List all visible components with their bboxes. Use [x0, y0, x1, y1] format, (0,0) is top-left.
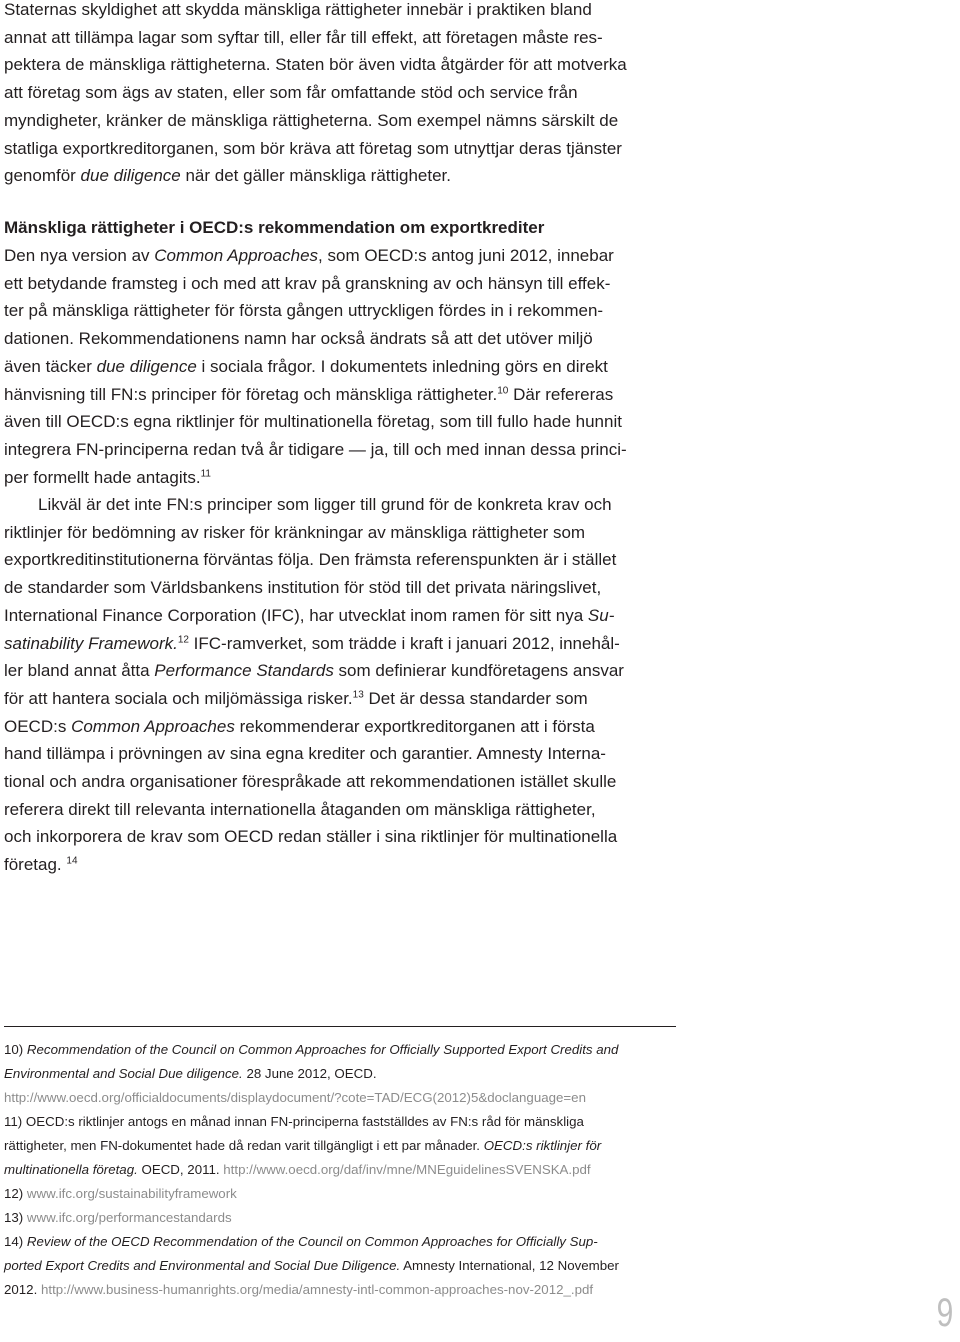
text-segment: genomför — [4, 166, 81, 186]
text-line — [4, 381, 627, 409]
italic-title: ported Export Credits and Environmental and Social Due Diligence. — [4, 1258, 401, 1273]
footnote-link[interactable]: http://www.business-humanrights.org/media/amnesty-intl-common-approaches-nov-2012_.pdf — [40, 1282, 594, 1297]
footnote-line — [4, 1278, 619, 1302]
text-line — [4, 242, 627, 270]
italic-title: Environmental and Social Due diligence. — [4, 1066, 243, 1081]
text-line: annat att tillämpa lagar som syftar till, eller får till effekt, att företagen måste res- — [4, 27, 603, 47]
text-line — [4, 851, 624, 879]
footnote-11: 11) OECD:s riktlinjer antogs en månad innan FN-principerna fastställdes av FN:s råd för mänskliga — [4, 1114, 584, 1129]
italic-title: Review of the OECD Recommendation of the Council on Common Approaches for Officially Sup- — [26, 1234, 598, 1249]
footnote-ref: 13 — [352, 689, 364, 701]
text-segment: , som OECD:s antog juni 2012, innebar — [318, 246, 614, 265]
text-line: även till OECD:s egna riktlinjer för multinationella företag, som till fullo hade hunnit — [4, 412, 622, 432]
text-line: att företag som ägs av staten, eller som får omfattande stöd och service från — [4, 83, 578, 103]
footnote-number: 12) — [4, 1186, 27, 1201]
text-line — [4, 657, 624, 685]
text-segment: 28 June 2012, OECD. — [242, 1066, 377, 1081]
text-segment: i sociala frågor. I dokumentets inledning görs en direkt — [196, 356, 608, 376]
footnote-ref: 11 — [200, 467, 211, 479]
footnote-line — [4, 1134, 619, 1158]
text-segment: rekommenderar exportkreditorganen att i första — [234, 716, 595, 736]
footnote-divider — [4, 1026, 676, 1027]
paragraph-3 — [4, 491, 624, 879]
text-segment: International Finance Corporation (IFC), har utvecklat inom ramen för sitt nya — [4, 605, 588, 625]
italic-title: OECD:s riktlinjer för — [483, 1138, 602, 1153]
footnote-ref: 12 — [177, 633, 189, 645]
text-line — [4, 713, 624, 741]
footnote-ref: 10 — [497, 384, 509, 396]
footnote-line — [4, 1158, 619, 1182]
italic-term: satinability Framework. — [4, 633, 178, 653]
footnote-number: 14) — [4, 1234, 27, 1249]
text-line — [4, 353, 627, 381]
footnote-number: 10) — [4, 1042, 27, 1057]
italic-term: Common Approaches — [71, 716, 235, 736]
footnote-link[interactable]: www.ifc.org/sustainabilityframework — [26, 1186, 237, 1201]
text-line: pektera de mänskliga rättigheterna. Staten bör även vidta åtgärder för att motverka — [4, 55, 627, 75]
text-segment: 2012. — [4, 1282, 41, 1297]
text-segment: Den nya version av — [4, 246, 155, 265]
text-segment: OECD, 2011. — [137, 1162, 224, 1177]
text-segment: hänvisning till FN:s principer för företag och mänskliga rättigheter. — [4, 384, 498, 404]
text-segment: även täcker — [4, 356, 97, 376]
text-segment: som definierar kundföretagens ansvar — [333, 661, 624, 681]
italic-term: due diligence — [96, 356, 197, 376]
paragraph-2 — [4, 242, 627, 491]
text-line — [4, 162, 627, 190]
text-line: myndigheter, kränker de mänskliga rättigheterna. Som exempel nämns särskilt de — [4, 110, 619, 130]
footnote-12 — [4, 1182, 619, 1206]
section-heading: Mänskliga rättigheter i OECD:s rekommendation om exportkrediter — [4, 218, 545, 237]
footnote-link[interactable]: http://www.oecd.org/officialdocuments/displaydocument/?cote=TAD/ECG(2012)5&doclanguage=en — [4, 1090, 586, 1105]
footnote-link[interactable]: http://www.oecd.org/daf/inv/mne/MNEguidelinesSVENSKA.pdf — [223, 1162, 591, 1177]
text-segment: rättigheter, men FN-dokumentet hade då redan varit tillgängligt i ett par månader. — [4, 1138, 484, 1153]
text-segment: OECD:s — [4, 716, 72, 736]
text-line — [4, 464, 627, 492]
footnote-14 — [4, 1230, 619, 1254]
footnote-13 — [4, 1206, 619, 1230]
text-line: integrera FN-principerna redan två år tidigare — ja, till och med innan dessa princi- — [4, 439, 627, 459]
text-line: dationen. Rekommendationens namn har också ändrats så att det utöver miljö — [4, 329, 593, 349]
footnote-line — [4, 1254, 619, 1278]
footnotes — [4, 1038, 619, 1302]
footnote-number: 13) — [4, 1210, 27, 1225]
text-line: statliga exportkreditorganen, som bör kräva att företag som utnyttjar deras tjänster — [4, 138, 622, 158]
footnote-ref: 14 — [66, 855, 78, 867]
text-segment: Det är dessa standarder som — [363, 688, 588, 708]
text-segment: Där refereras — [508, 384, 614, 404]
text-line — [4, 685, 624, 713]
text-line: exportkreditinstitutionerna förväntas följa. Den främsta referenspunkten är i stället — [4, 550, 617, 570]
page-number: 9 — [936, 1291, 953, 1335]
text-line: referera direkt till relevanta internationella åtaganden om mänskliga rättigheter, — [4, 799, 596, 819]
text-line: och inkorporera de krav som OECD redan ställer i sina riktlinjer för multinationella — [4, 827, 618, 847]
text-line — [4, 602, 624, 630]
text-line: Staternas skyldighet att skydda mänskliga rättigheter innebär i praktiken bland — [4, 0, 592, 19]
text-segment: när det gäller mänskliga rättigheter. — [180, 166, 452, 186]
italic-term: Common Approaches — [154, 246, 319, 265]
footnote-line — [4, 1062, 619, 1086]
italic-term: Performance Standards — [154, 661, 334, 681]
text-line: de standarder som Världsbankens institution för stöd till det privata näringslivet, — [4, 578, 602, 598]
italic-title: Recommendation of the Council on Common Approaches for Officially Supported Export Credits and — [26, 1042, 619, 1057]
text-line: Likväl är det inte FN:s principer som ligger till grund för de konkreta krav och — [38, 495, 612, 514]
text-segment: IFC-ramverket, som trädde i kraft i januari 2012, innehål- — [188, 633, 620, 653]
italic-title: multinationella företag. — [4, 1162, 138, 1177]
paragraph-1 — [4, 0, 627, 190]
text-line: ter på mänskliga rättigheter för första gången uttryckligen fördes in i rekommen- — [4, 301, 604, 321]
text-segment: ler bland annat åtta — [4, 661, 155, 681]
text-line: tional och andra organisationer förespråkade att rekommendationen istället skulle — [4, 772, 617, 792]
text-segment: per formellt hade antagits. — [4, 467, 201, 487]
text-line: riktlinjer för bedömning av risker för kränkningar av mänskliga rättigheter som — [4, 522, 586, 542]
italic-term: Su- — [587, 605, 615, 625]
text-line: hand tillämpa i prövningen av sina egna krediter och garantier. Amnesty Interna- — [4, 744, 606, 764]
footnote-10 — [4, 1038, 619, 1062]
text-line — [4, 630, 624, 658]
italic-term: due diligence — [80, 166, 181, 186]
footnote-link[interactable]: www.ifc.org/performancestandards — [26, 1210, 232, 1225]
text-line: ett betydande framsteg i och med att krav på granskning av och hänsyn till effek- — [4, 273, 611, 293]
text-segment: företag. — [4, 855, 62, 875]
text-segment: Amnesty International, 12 November — [400, 1258, 619, 1273]
text-segment: för att hantera sociala och miljömässiga risker. — [4, 688, 353, 708]
